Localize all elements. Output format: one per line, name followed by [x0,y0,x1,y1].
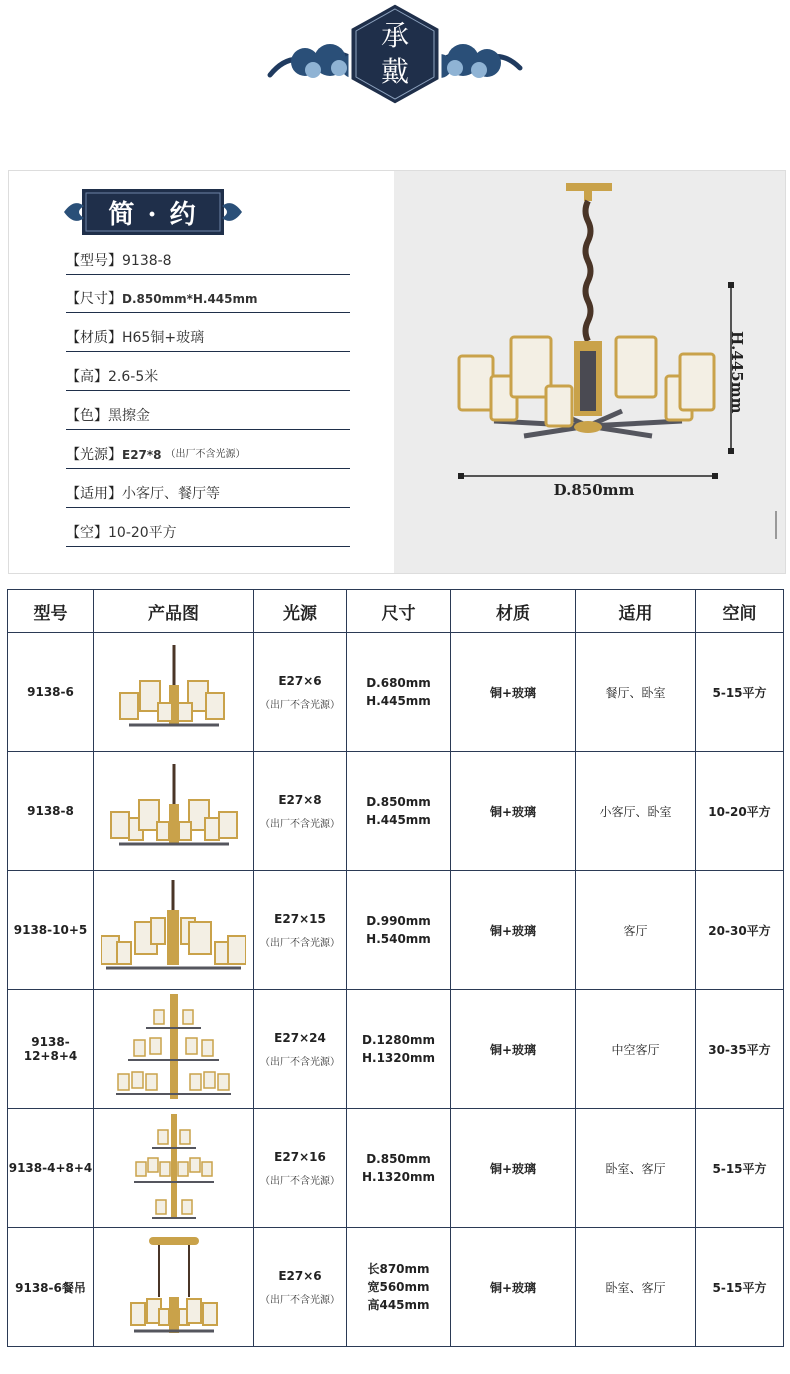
chandelier-image [129,1235,219,1340]
light-spec: E27×6 [278,1268,322,1283]
cell-material: 铜+玻璃 [451,1109,576,1228]
cell-size [347,1109,451,1228]
size-line: 长870mm [367,1262,430,1276]
cell-light [254,1109,347,1228]
light-note: （出厂不含光源） [260,818,340,830]
cell-size [347,871,451,990]
cell-model: 9138-10+5 [8,871,94,990]
light-note: （出厂不含光源） [260,1175,340,1187]
spec-key: 【空】 [66,525,108,541]
cell-model: 9138-8 [8,752,94,871]
title-banner [64,187,242,237]
logo-text: 承戴 [380,19,409,88]
spec-value: H65铜+玻璃 [122,330,205,346]
table-row [8,1109,784,1228]
col-header-material: 材质 [451,590,576,633]
spec-row-model [66,237,350,275]
size-line: H.1320mm [361,1170,435,1184]
spec-key: 【色】 [66,408,108,424]
light-spec: E27×6 [278,673,322,688]
size-line: D.1280mm [362,1033,435,1047]
size-line: H.540mm [366,932,431,946]
cell-space: 5-15平方 [696,633,784,752]
spec-note: （出厂不含光源） [165,449,246,460]
size-line: 高445mm [367,1298,430,1312]
cell-model: 9138-12+8+4 [8,990,94,1109]
size-line: 宽560mm [367,1280,430,1294]
light-note: （出厂不含光源） [260,1294,340,1306]
spec-row-light [66,431,350,469]
spec-key: 【尺寸】 [66,291,122,307]
spec-key: 【高】 [66,369,108,385]
cell-space: 5-15平方 [696,1109,784,1228]
cell-model: 9138-6 [8,633,94,752]
cell-model: 9138-6餐吊 [8,1228,94,1347]
dim-width-label: D.850mm [553,481,635,499]
chandelier-image [101,880,246,980]
col-header-use: 适用 [576,590,696,633]
light-spec: E27×8 [278,792,322,807]
table-row [8,871,784,990]
chandelier-image [116,994,231,1104]
spec-value: 10-20平方 [108,525,177,541]
cell-use: 小客厅、卧室 [576,752,696,871]
col-header-image: 产品图 [94,590,254,633]
light-spec: E27×15 [274,911,326,926]
table-header-row [8,590,784,633]
light-note: （出厂不含光源） [260,1056,340,1068]
cell-space: 20-30平方 [696,871,784,990]
cell-size [347,1228,451,1347]
cell-light [254,752,347,871]
cell-material: 铜+玻璃 [451,990,576,1109]
cell-image [94,990,254,1109]
cell-image [94,752,254,871]
cell-material: 铜+玻璃 [451,633,576,752]
cell-material: 铜+玻璃 [451,871,576,990]
size-line: D.850mm [366,795,431,809]
table-row [8,633,784,752]
light-spec: E27×24 [274,1030,326,1045]
spec-key: 【光源】 [66,447,122,463]
size-line: H.1320mm [361,1051,435,1065]
cell-space: 10-20平方 [696,752,784,871]
cell-model: 9138-4+8+4 [8,1109,94,1228]
cell-use: 卧室、客厅 [576,1228,696,1347]
spec-value: D.850mm*H.445mm [122,292,258,306]
product-table [7,589,784,1347]
cell-size [347,990,451,1109]
size-line: H.445mm [366,813,431,827]
product-photo [394,171,785,573]
size-line: D.850mm [366,1152,431,1166]
table-row [8,990,784,1109]
cell-material: 铜+玻璃 [451,752,576,871]
cell-size [347,633,451,752]
spec-row-space [66,509,350,547]
col-header-light: 光源 [254,590,347,633]
spec-card [8,170,786,574]
spec-key: 【材质】 [66,330,122,346]
table-row [8,752,784,871]
cell-use: 中空客厅 [576,990,696,1109]
spec-row-height [66,353,350,391]
chandelier-image [134,1114,214,1222]
cell-light [254,990,347,1109]
cell-use: 客厅 [576,871,696,990]
size-line: D.680mm [366,676,431,690]
light-note: （出厂不含光源） [260,699,340,711]
cell-space: 30-35平方 [696,990,784,1109]
cell-light [254,633,347,752]
light-spec: E27×16 [274,1149,326,1164]
cell-image [94,633,254,752]
col-header-size: 尺寸 [347,590,451,633]
spec-value: 9138-8 [122,253,172,269]
banner-title: 简 · 约 [108,199,198,230]
col-header-model: 型号 [8,590,94,633]
cell-image [94,1228,254,1347]
cell-use: 卧室、客厅 [576,1109,696,1228]
spec-key: 【型号】 [66,253,122,269]
chandelier-image [114,645,234,740]
dim-height-label: H.445mm [728,331,746,414]
cell-use: 餐厅、卧室 [576,633,696,752]
light-note: （出厂不含光源） [260,937,340,949]
size-line: H.445mm [366,694,431,708]
spec-row-material [66,314,350,352]
cell-material: 铜+玻璃 [451,1228,576,1347]
col-header-space: 空间 [696,590,784,633]
cell-size [347,752,451,871]
cell-light [254,871,347,990]
table-row [8,1228,784,1347]
cell-light [254,1228,347,1347]
spec-value: 2.6-5米 [108,369,159,385]
cell-image [94,1109,254,1228]
cell-space: 5-15平方 [696,1228,784,1347]
spec-value: 黑擦金 [108,408,150,424]
size-line: D.990mm [366,914,431,928]
brand-logo [265,0,525,110]
spec-value: 小客厅、餐厅等 [122,486,220,502]
spec-row-use [66,470,350,508]
cell-image [94,871,254,990]
spec-row-size [66,275,350,313]
spec-row-color [66,392,350,430]
spec-value: E27*8 [122,448,162,462]
spec-key: 【适用】 [66,486,122,502]
chandelier-image [109,764,239,859]
